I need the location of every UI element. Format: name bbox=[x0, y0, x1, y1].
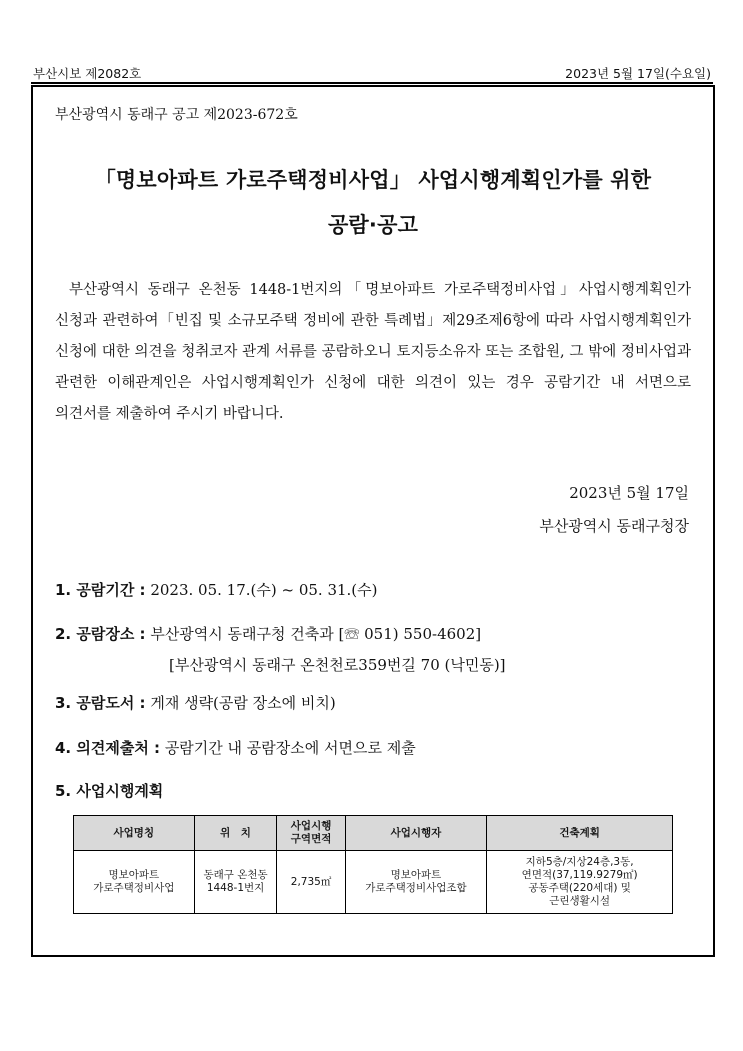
item-label: 2. 공람장소 : bbox=[55, 625, 146, 643]
cell-line: 연면적(37,119.9279㎡) bbox=[521, 869, 638, 881]
notice-title: 「명보아파트 가로주택정비사업」 사업시행계획인가를 위한 bbox=[94, 168, 652, 192]
cell-line: 근린생활시설 bbox=[549, 895, 611, 907]
cell-line: 공동주택(220세대) 및 bbox=[528, 882, 631, 894]
notice-body: 부산광역시 동래구 온천동 1448-1번지의「명보아파트 가로주택정비사업」사업시행계획인가 신청과 관련하여「빈집 및 소규모주택 정비에 관한 특례법」제29조제6항에 따라 사업시행계획인가 신청에 대한 의견을 청취코자 관계 서류를 공람하오니 토지등소유자 또는 조합원, 그 밖에 정비사업과 관련한 이해관계인은 사업시행계획인가 신청에 대한 의견이 있는 경우 공람기간 내 서면으로 의견서를 제출하여 주시기 바랍니다. bbox=[55, 282, 691, 422]
gazette-header bbox=[31, 62, 713, 84]
cell-building-plan bbox=[487, 851, 673, 914]
item-value: 공람기간 내 공람장소에 서면으로 제출 bbox=[164, 739, 416, 757]
item-label: 4. 의견제출처 : bbox=[55, 739, 161, 757]
table-header-row bbox=[74, 816, 673, 851]
project-plan-table bbox=[73, 815, 673, 914]
cell-project-name bbox=[74, 851, 195, 914]
table-row bbox=[74, 851, 673, 914]
cell-line: 지하5층/지상24층,3동, bbox=[525, 856, 634, 868]
item-opinion-submission bbox=[55, 737, 416, 758]
item-label: 5. 사업시행계획 bbox=[55, 782, 164, 800]
cell-line: 가로주택정비사업 bbox=[93, 882, 175, 894]
item-inspection-documents bbox=[55, 692, 336, 713]
notice-frame bbox=[31, 85, 715, 957]
item-inspection-period bbox=[55, 579, 378, 600]
header-location: 위 치 bbox=[194, 816, 277, 851]
item-label: 1. 공람기간 : bbox=[55, 581, 146, 599]
cell-line: 동래구 온천동 bbox=[203, 869, 268, 881]
cell-area: 2,735㎡ bbox=[277, 851, 345, 914]
header-area-line: 사업시행 bbox=[290, 820, 332, 832]
notice-date: 2023년 5월 17일 bbox=[569, 484, 689, 502]
item-value: 게재 생략(공람 장소에 비치) bbox=[150, 694, 336, 712]
header-area-line: 구역면적 bbox=[290, 833, 332, 845]
cell-line: 1448-1번지 bbox=[206, 882, 265, 894]
header-area bbox=[277, 816, 345, 851]
gazette-date: 2023년 5월 17일(수요일) bbox=[565, 66, 711, 81]
item-value: 부산광역시 동래구청 건축과 [☏ 051) 550-4602] bbox=[150, 625, 482, 643]
item-value: 2023. 05. 17.(수) ~ 05. 31.(수) bbox=[150, 581, 378, 599]
notice-title-sub: 공람·공고 bbox=[327, 213, 419, 237]
issuing-official: 부산광역시 동래구청장 bbox=[539, 517, 689, 535]
item-place-address: [부산광역시 동래구 온천천로359번길 70 (낙민동)] bbox=[169, 656, 506, 674]
cell-line: 가로주택정비사업조합 bbox=[365, 882, 467, 894]
header-project-name: 사업명칭 bbox=[74, 816, 195, 851]
cell-line: 명보아파트 bbox=[108, 869, 160, 881]
item-label: 3. 공람도서 : bbox=[55, 694, 146, 712]
gazette-issue: 부산시보 제2082호 bbox=[33, 66, 142, 81]
notice-number: 부산광역시 동래구 공고 제2023-672호 bbox=[55, 107, 298, 123]
header-building-plan: 건축계획 bbox=[487, 816, 673, 851]
cell-operator bbox=[345, 851, 487, 914]
cell-line: 명보아파트 bbox=[390, 869, 442, 881]
cell-location bbox=[194, 851, 277, 914]
item-inspection-place bbox=[55, 623, 481, 644]
item-project-plan bbox=[55, 780, 163, 801]
header-operator: 사업시행자 bbox=[345, 816, 487, 851]
